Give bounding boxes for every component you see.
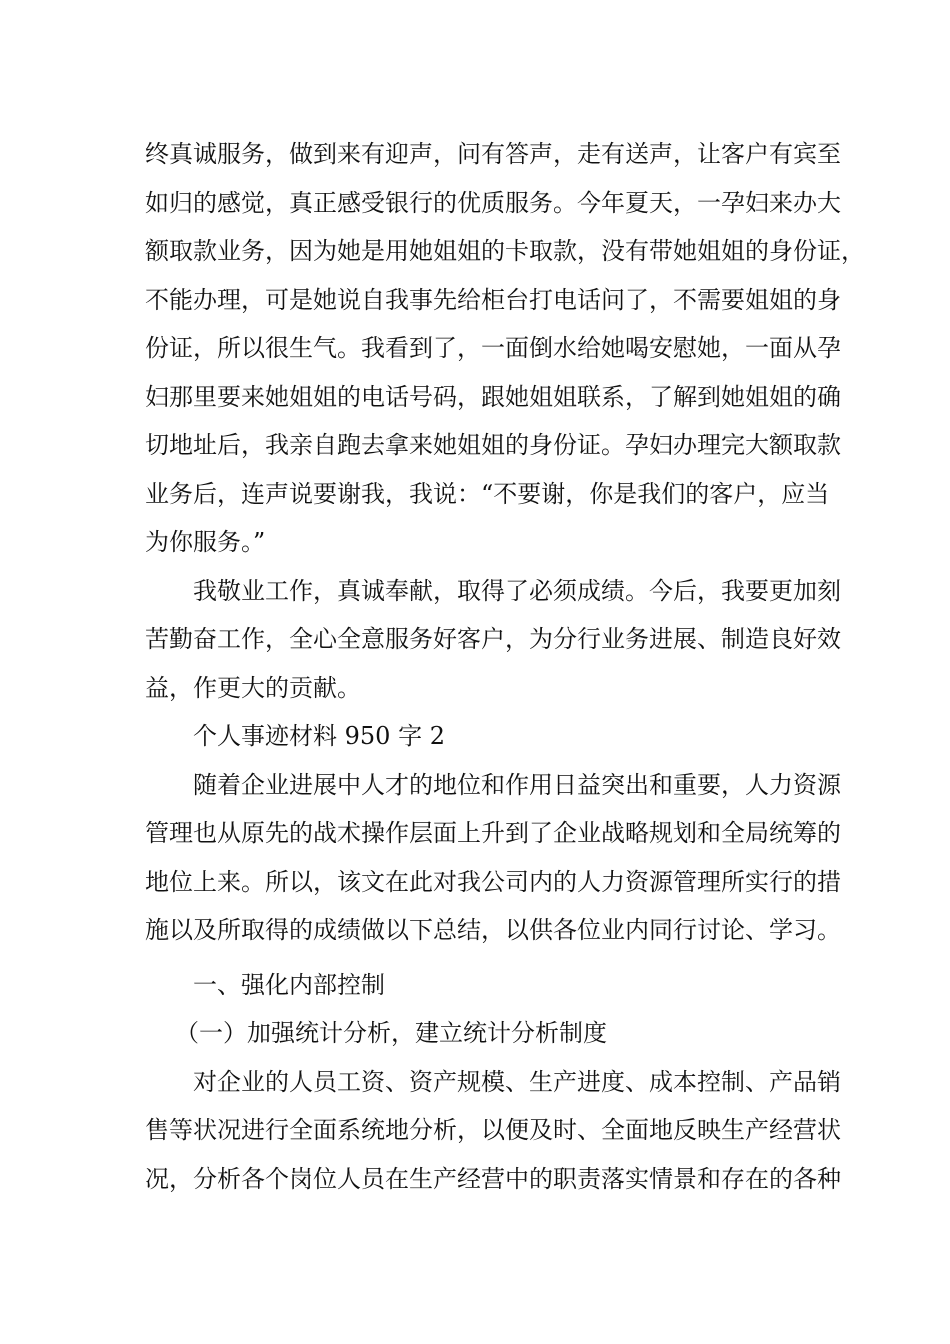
text-line: 施以及所取得的成绩做以下总结，以供各位业内同行讨论、学习。 — [145, 916, 841, 944]
text-line: 切地址后，我亲自跑去拿来她姐姐的身份证。孕妇办理完大额取款 — [145, 431, 841, 459]
paragraph-start: 对企业的人员工资、资产规模、生产进度、成本控制、产品销 — [193, 1067, 841, 1096]
text-line: 额取款业务，因为她是用她姐姐的卡取款，没有带她姐姐的身份证， — [145, 237, 865, 265]
document-body — [145, 130, 865, 1203]
text-line: 益，作更大的贡献。 — [145, 673, 361, 702]
heading-level-2: （一）加强统计分析，建立统计分析制度 — [175, 1019, 607, 1047]
text-line: 份证，所以很生气。我看到了，一面倒水给她喝安慰她，一面从孕 — [145, 334, 841, 362]
text-line: 为你服务。” — [145, 528, 266, 556]
paragraph-start: 我敬业工作，真诚奉献，取得了必须成绩。今后，我要更加刻 — [193, 576, 841, 605]
text-line: 况，分析各个岗位人员在生产经营中的职责落实情景和存在的各种 — [145, 1164, 841, 1193]
paragraph-start: 随着企业进展中人才的地位和作用日益突出和重要，人力资源 — [193, 770, 841, 799]
text-line: 售等状况进行全面系统地分析，以便及时、全面地反映生产经营状 — [145, 1116, 841, 1144]
heading-level-1: 一、强化内部控制 — [193, 970, 385, 999]
section-heading: 个人事迹材料 950 字 2 — [193, 722, 445, 750]
text-line: 不能办理，可是她说自我事先给柜台打电话问了，不需要姐姐的身 — [145, 285, 841, 314]
text-line: 管理也从原先的战术操作层面上升到了企业战略规划和全局统筹的 — [145, 819, 841, 847]
text-line: 如归的感觉，真正感受银行的优质服务。今年夏天，一孕妇来办大 — [145, 188, 841, 217]
text-line: 业务后，连声说要谢我，我说：“不要谢，你是我们的客户，应当 — [145, 479, 830, 508]
text-line: 妇那里要来她姐姐的电话号码，跟她姐姐联系，了解到她姐姐的确 — [145, 382, 841, 411]
text-line: 苦勤奋工作，全心全意服务好客户，为分行业务进展、制造良好效 — [145, 625, 841, 653]
text-line: 地位上来。所以，该文在此对我公司内的人力资源管理所实行的措 — [145, 867, 841, 896]
text-line: 终真诚服务，做到来有迎声，问有答声，走有送声，让客户有宾至 — [145, 140, 841, 168]
